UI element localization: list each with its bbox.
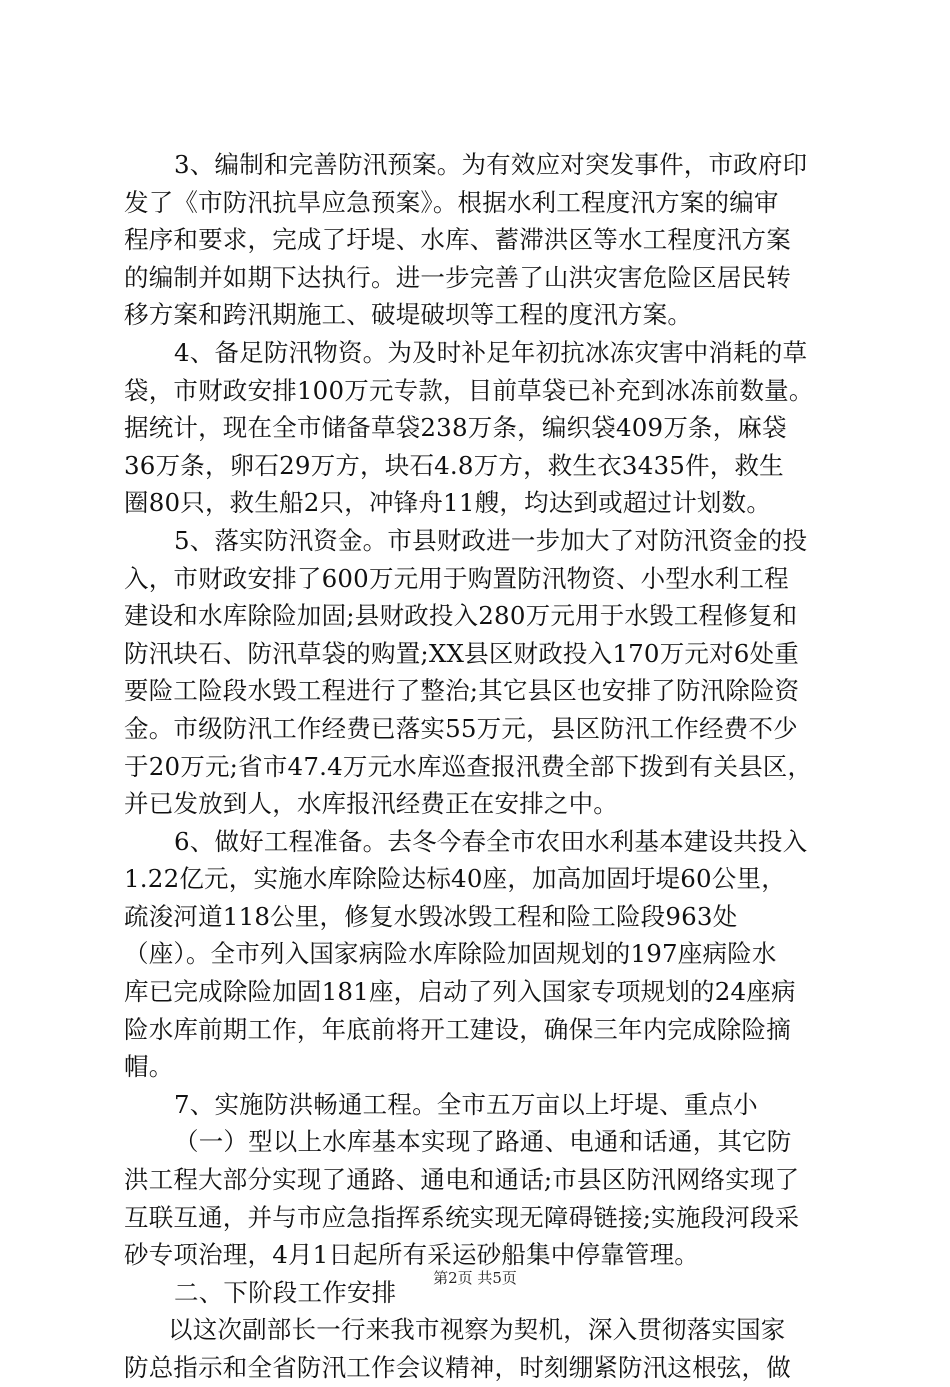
paragraph-4-line-5: 圈80只，救生船2只，冲锋舟11艘，均达到或超过计划数。 — [124, 488, 772, 518]
paragraph-3-line-2: 发了《市防汛抗旱应急预案》。根据水利工程度汛方案的编审 — [124, 187, 779, 217]
paragraph-5-line-1: 5、落实防汛资金。市县财政进一步加大了对防汛资金的投 — [174, 525, 808, 555]
paragraph-3-line-3: 程序和要求，完成了圩堤、水库、蓄滞洪区等水工程度汛方案 — [124, 225, 791, 255]
paragraph-5-line-3: 建设和水库除险加固;县财政投入280万元用于水毁工程修复和 — [124, 601, 798, 631]
paragraph-5-line-4: 防汛块石、防汛草袋的购置;XX县区财政投入170万元对6处重 — [124, 638, 799, 668]
paragraph-3-line-5: 移方案和跨汛期施工、破堤破坝等工程的度汛方案。 — [124, 300, 693, 330]
paragraph-6-line-3: 疏浚河道118公里，修复水毁冰毁工程和险工险段963处 — [124, 901, 738, 931]
paragraph-6-line-1: 6、做好工程准备。去冬今春全市农田水利基本建设共投入 — [174, 826, 808, 856]
paragraph-4-line-4: 36万条，卵石29万方，块石4.8万方，救生衣3435件，救生 — [124, 450, 784, 480]
section-heading: 二、下阶段工作安排 — [174, 1277, 397, 1307]
paragraph-3-line-1: 3、编制和完善防汛预案。为有效应对突发事件，市政府印 — [174, 150, 808, 179]
paragraph-3-line-4: 的编制并如期下达执行。进一步完善了山洪灾害危险区居民转 — [124, 262, 791, 292]
paragraph-6-line-4: （座）。全市列入国家病险水库除险加固规划的197座病险水 — [124, 939, 777, 969]
document-body — [124, 146, 844, 1387]
paragraph-6-line-6: 险水库前期工作，年底前将开工建设，确保三年内完成除险摘 — [124, 1014, 791, 1044]
paragraph-4-line-3: 据统计，现在全市储备草袋238万条，编织袋409万条，麻袋 — [124, 413, 787, 443]
paragraph-8-line-1: 以这次副部长一行来我市视察为契机，深入贯彻落实国家 — [168, 1315, 786, 1345]
paragraph-6-line-5: 库已完成除险加固181座，启动了列入国家专项规划的24座病 — [124, 977, 796, 1007]
paragraph-4-line-2: 袋，市财政安排100万元专款，目前草袋已补充到冰冻前数量。 — [124, 375, 814, 405]
paragraph-5-line-5: 要险工险段水毁工程进行了整治;其它县区也安排了防汛除险资 — [124, 676, 800, 706]
paragraph-5-line-6: 金。市级防汛工作经费已落实55万元，县区防汛工作经费不少 — [124, 713, 798, 743]
paragraph-6-line-2: 1.22亿元，实施水库除险达标40座，加高加固圩堤60公里， — [124, 864, 786, 894]
paragraph-7-line-4: 互联互通，并与市应急指挥系统实现无障碍链接;实施段河段采 — [124, 1202, 800, 1232]
paragraph-5-line-8: 并已发放到人，水库报汛经费正在安排之中。 — [124, 789, 618, 819]
paragraph-7-line-2: （一）型以上水库基本实现了路通、电通和话通，其它防 — [174, 1127, 792, 1157]
paragraph-7-line-3: 洪工程大部分实现了通路、通电和通话;市县区防汛网络实现了 — [124, 1165, 800, 1195]
paragraph-5-line-7: 于20万元;省市47.4万元水库巡查报汛费全部下拨到有关县区， — [124, 751, 813, 781]
paragraph-8-line-2: 防总指示和全省防汛工作会议精神，时刻绷紧防汛这根弦，做 — [124, 1353, 791, 1382]
paragraph-4-line-1: 4、备足防汛物资。为及时补足年初抗冰冻灾害中消耗的草 — [174, 337, 808, 367]
paragraph-5-line-2: 入，市财政安排了600万元用于购置防汛物资、小型水利工程 — [124, 563, 789, 593]
paragraph-7-line-1: 7、实施防洪畅通工程。全市五万亩以上圩堤、重点小 — [174, 1089, 758, 1119]
paragraph-7-line-5: 砂专项治理，4月1日起所有采运砂船集中停靠管理。 — [124, 1240, 699, 1270]
page-footer: 第2页 共5页 — [433, 1269, 517, 1287]
paragraph-6-line-7: 帽。 — [124, 1052, 174, 1082]
